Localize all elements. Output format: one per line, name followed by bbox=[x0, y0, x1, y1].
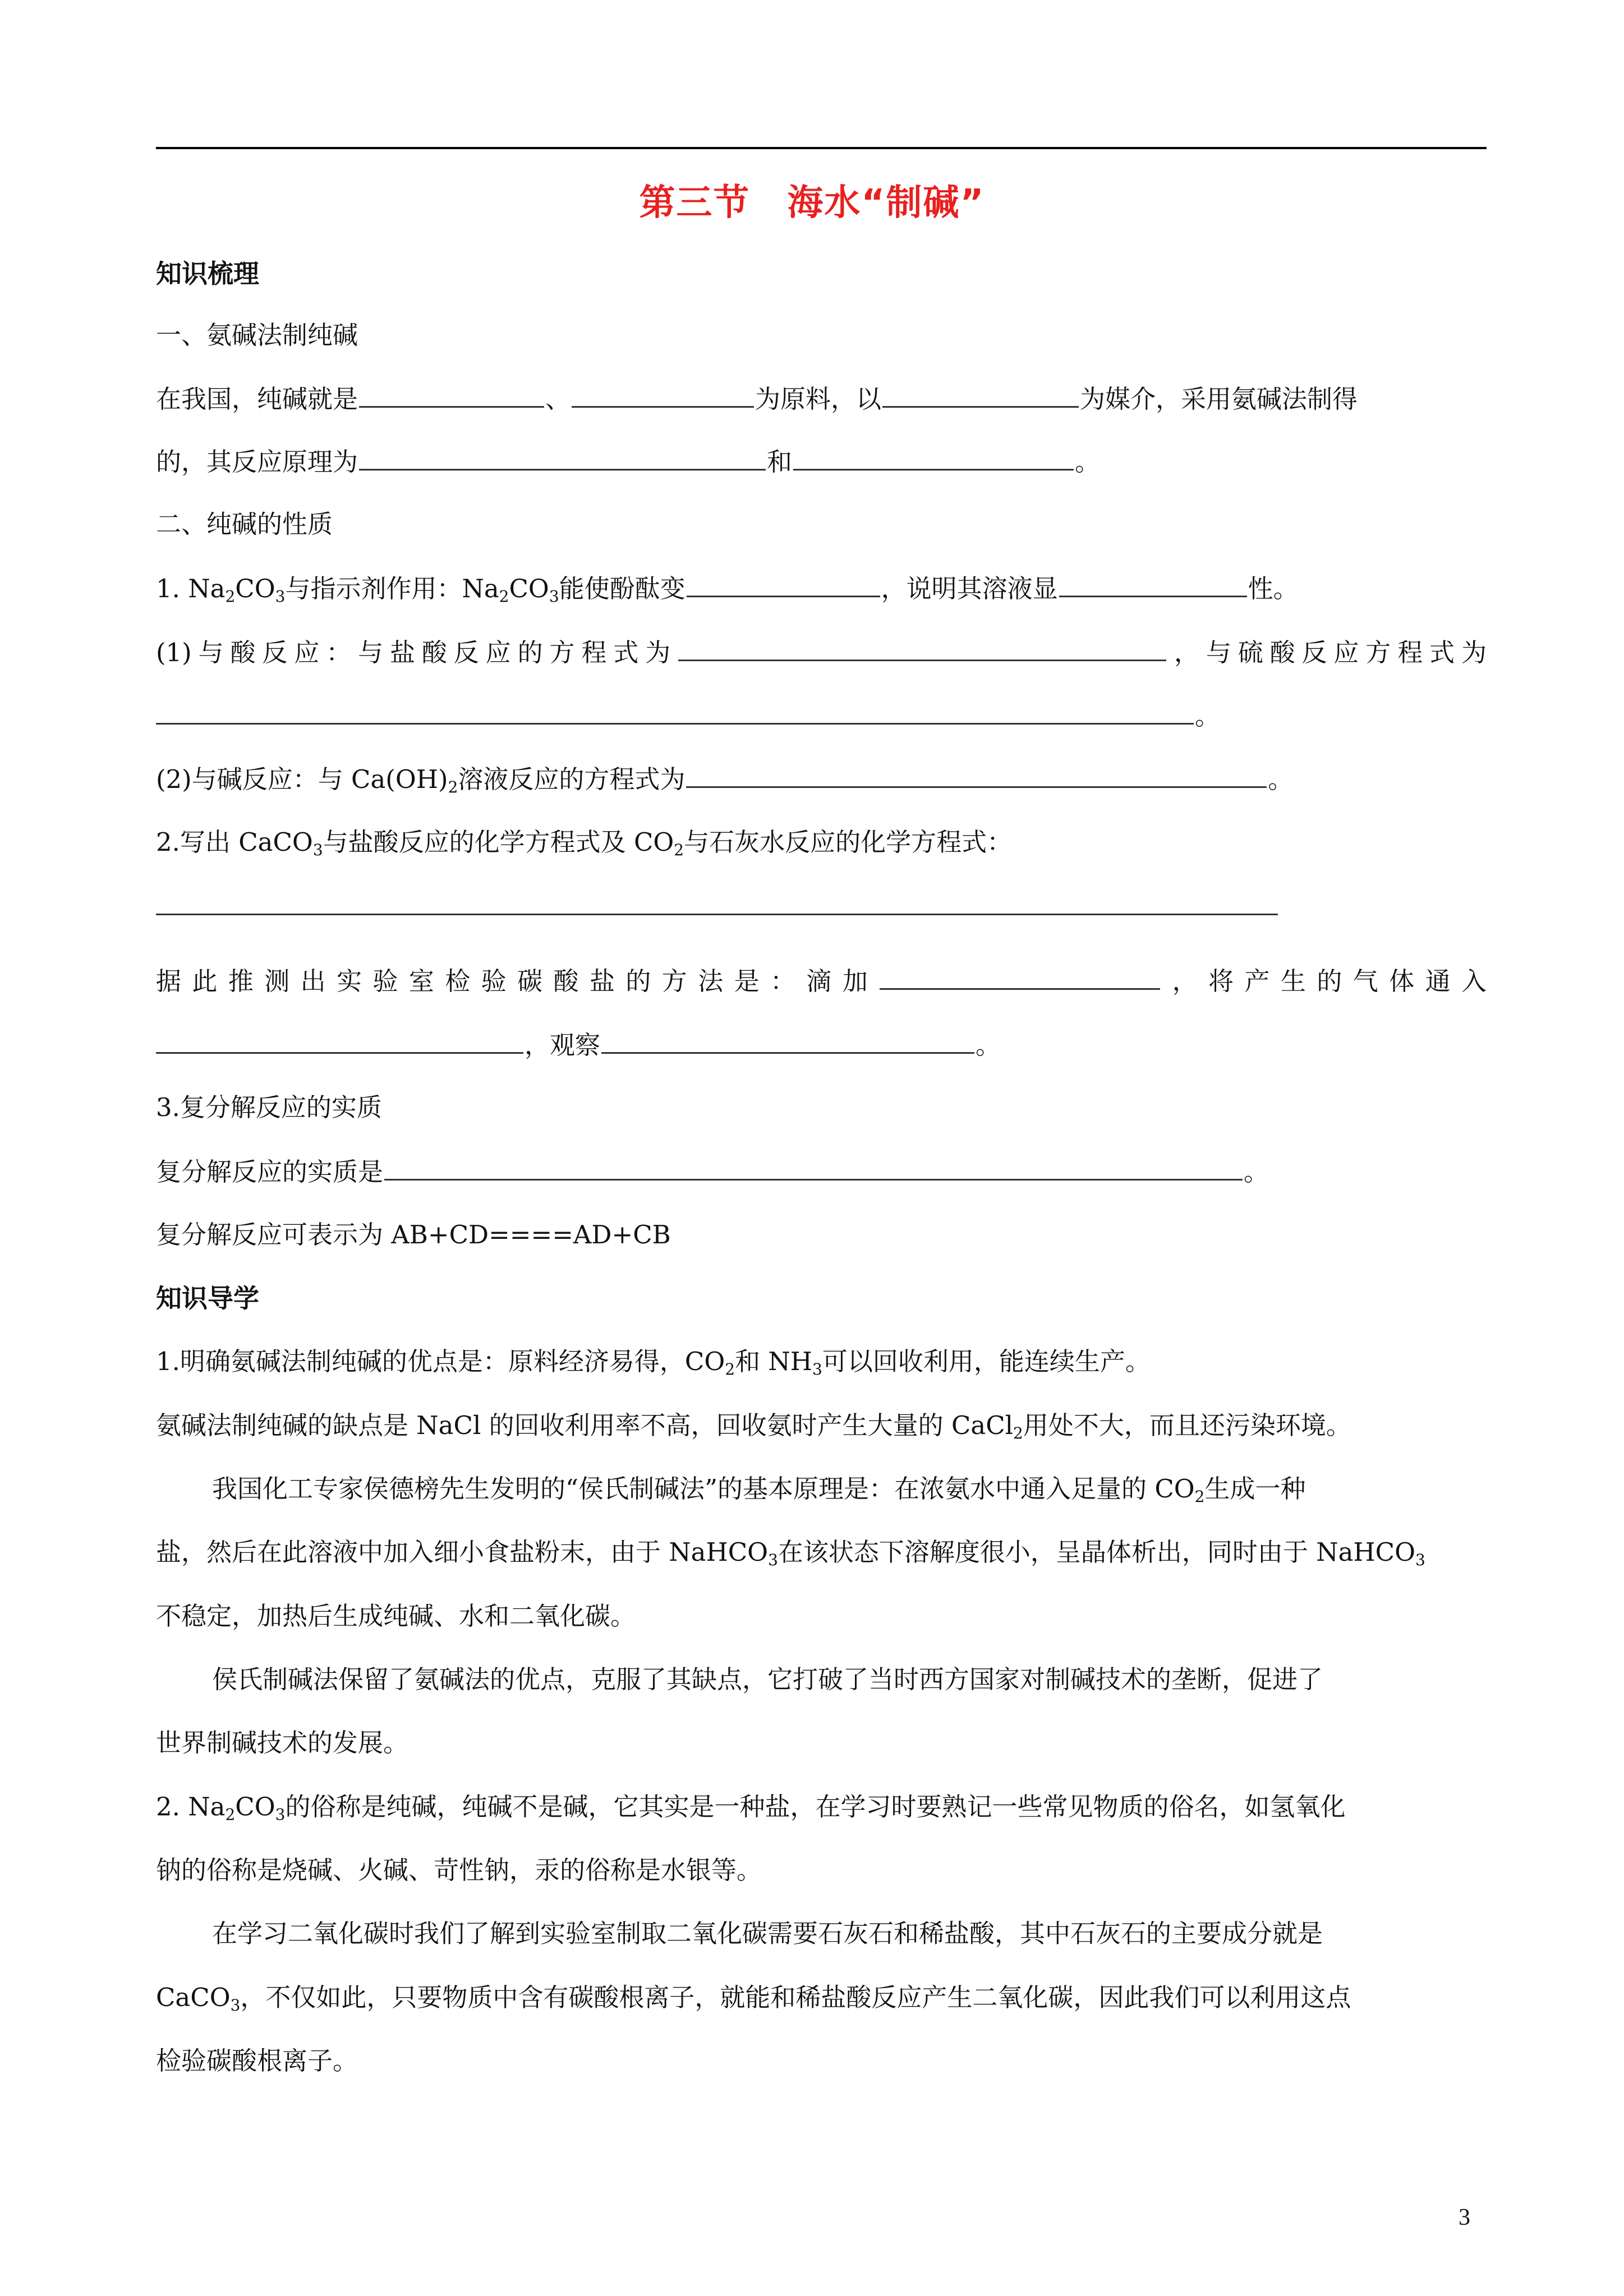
fill-line-test-method: 据此推测出实验室检验碳酸盐的方法是：滴加 ，将产生的气体通入 bbox=[156, 963, 1487, 998]
fill-line-caco3 bbox=[156, 889, 1487, 924]
answer-blank[interactable] bbox=[793, 444, 1074, 471]
answer-blank[interactable] bbox=[882, 381, 1079, 408]
paragraph-advantages: 1.明确氨碱法制纯碱的优点是：原料经济易得，$CO_2$和 $NH_3$可以回收利用，能连续生产。 bbox=[156, 1347, 1151, 1378]
answer-blank[interactable] bbox=[880, 963, 1160, 990]
header-rule bbox=[156, 147, 1487, 149]
answer-blank[interactable] bbox=[359, 444, 766, 471]
page-title: 第三节 海水“制碱” bbox=[639, 182, 985, 224]
paragraph-carbonate-3: 检验碳酸根离子。 bbox=[156, 2046, 358, 2076]
answer-blank[interactable] bbox=[156, 698, 1194, 725]
fill-line-1: 在我国，纯碱就是 、 为原料，以 为媒介，采用氨碱法制得 bbox=[156, 381, 1487, 416]
answer-blank[interactable] bbox=[156, 889, 1278, 915]
section-heading-knowledge-guide: 知识导学 bbox=[156, 1283, 259, 1313]
paragraph-carbonate-1: 在学习二氧化碳时我们了解到实验室制取二氧化碳需要石灰石和稀盐酸，其中石灰石的主要成分就是 bbox=[212, 1919, 1323, 1948]
answer-blank[interactable] bbox=[572, 381, 754, 408]
formula-line: 复分解反应可表示为 AB+CD====AD+CB bbox=[156, 1220, 671, 1250]
fill-line-acid: (1)与酸反应：与盐酸反应的方程式为 ，与硫酸反应方程式为 bbox=[156, 635, 1487, 670]
fill-line-acid-2: 。 bbox=[156, 698, 1487, 733]
paragraph-common-names-1: 2. $Na_2CO_3$的俗称是纯碱，纯碱不是碱，它其实是一种盐，在学习时要熟记一些常见物质的俗名，如氢氧化 bbox=[156, 1792, 1346, 1824]
fill-line-indicator: 1. $Na_2CO_3$与指示剂作用：$Na_2CO_3$能使酚酞变 ，说明其溶液显 性。 bbox=[156, 571, 1487, 614]
paragraph-hou-merit-1: 侯氏制碱法保留了氨碱法的优点，克服了其缺点，它打破了当时西方国家对制碱技术的垄断，促进了 bbox=[212, 1665, 1323, 1694]
answer-blank[interactable] bbox=[678, 635, 1166, 661]
paragraph-common-names-2: 钠的俗称是烧碱、火碱、苛性钠，汞的俗称是水银等。 bbox=[156, 1855, 762, 1885]
answer-blank[interactable] bbox=[686, 762, 1267, 788]
question-double-decomposition: 3.复分解反应的实质 bbox=[156, 1092, 382, 1122]
answer-blank[interactable] bbox=[156, 1027, 523, 1054]
answer-blank[interactable] bbox=[1059, 571, 1247, 597]
subheading-soda-properties: 二、纯碱的性质 bbox=[156, 509, 333, 539]
paragraph-hou-line-3: 不稳定，加热后生成纯碱、水和二氧化碳。 bbox=[156, 1601, 636, 1631]
answer-blank[interactable] bbox=[687, 571, 880, 597]
answer-blank[interactable] bbox=[384, 1154, 1243, 1181]
paragraph-hou-line-2: 盐，然后在此溶液中加入细小食盐粉末，由于 NaHCO$_3$在该状态下溶解度很小，呈晶体析出，同时由于 NaHCO$_3$ bbox=[156, 1537, 1425, 1569]
page-number: 3 bbox=[1459, 2205, 1470, 2230]
subheading-ammonia-soda: 一、氨碱法制纯碱 bbox=[156, 320, 358, 350]
paragraph-disadvantages: 氨碱法制纯碱的缺点是 NaCl 的回收利用率不高，回收氨时产生大量的 CaCl$_2$用处不大，而且还污染环境。 bbox=[156, 1410, 1351, 1442]
fill-line-2: 的，其反应原理为 和 。 bbox=[156, 444, 1487, 479]
fill-line-essence: 复分解反应的实质是 。 bbox=[156, 1154, 1487, 1189]
paragraph-carbonate-2: CaCO$_3$，不仅如此，只要物质中含有碳酸根离子，就能和稀盐酸反应产生二氧化碳，因此我们可以利用这点 bbox=[156, 1983, 1351, 2014]
paragraph-hou-merit-2: 世界制碱技术的发展。 bbox=[156, 1728, 409, 1758]
question-caco3: 2.写出 CaCO$_3$与盐酸反应的化学方程式及 $CO_2$与石灰水反应的化学方程式： bbox=[156, 827, 1013, 859]
fill-line-base: (2)与碱反应：与 $Ca(OH)_2$溶液反应的方程式为 。 bbox=[156, 762, 1487, 804]
answer-blank[interactable] bbox=[359, 381, 544, 408]
section-heading-knowledge-review: 知识梳理 bbox=[156, 259, 259, 289]
fill-line-test-method-2: ，观察 。 bbox=[156, 1027, 1487, 1062]
answer-blank[interactable] bbox=[601, 1027, 974, 1054]
paragraph-hou-line-1: 我国化工专家侯德榜先生发明的“侯氏制碱法”的基本原理是：在浓氨水中通入足量的 $CO_2$生成一种 bbox=[212, 1474, 1306, 1506]
